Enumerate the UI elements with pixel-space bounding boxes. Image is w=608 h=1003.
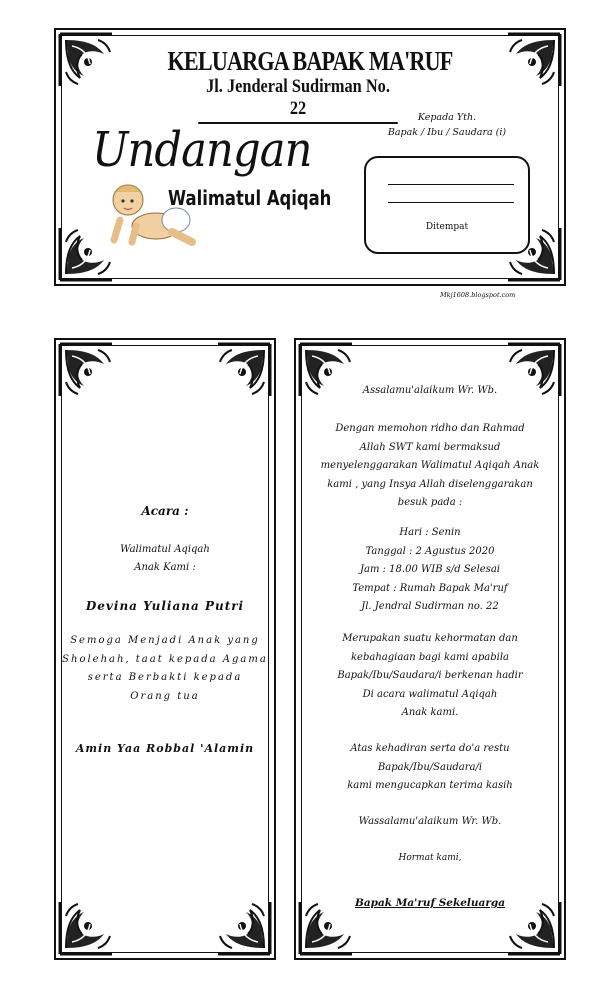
family-address: Jl. Jenderal Sudirman No. 22: [198, 76, 398, 124]
prayer-text: Semoga Menjadi Anak yang Sholehah, taat kepada Agama serta Berbakti kepada Orang tua: [62, 635, 268, 702]
thanks-text: Atas kehadiran serta do'a restu Bapak/Ibu/Saudara/i kami mengucapkan terima kasih: [347, 743, 513, 791]
family-name: KELUARGA BAPAK MA'RUF: [167, 46, 453, 76]
invitation-subtitle: Walimatul Aqiqah: [168, 186, 332, 210]
credit-text: Mkj1608.blogspot.com: [440, 291, 516, 299]
event-name: Walimatul Aqiqah: [120, 544, 210, 555]
corner-ornament-icon: [216, 342, 272, 398]
event-details: Hari : Senin Tanggal : 2 Agustus 2020 Jam : 18.00 WIB s/d Selesai Tempat : Rumah Bapak Ma'ruf Jl. Jendral Sudirman no. 22: [352, 527, 508, 612]
greeting: Assalamu'alaikum Wr. Wb.: [362, 385, 498, 396]
corner-ornament-icon: [58, 900, 114, 956]
child-name: Devina Yuliana Putri: [85, 599, 245, 613]
amen-text: Amin Yaa Robbal 'Alamin: [75, 742, 255, 755]
signature: Bapak Ma'ruf Sekeluarga: [354, 897, 506, 909]
child-label: Anak Kami :: [134, 562, 196, 573]
intro-text: Dengan memohon ridho dan Rahmad Allah SWT kami bermaksud menyelenggarakan Walimatul Aqiqah Anak kami , yang Insya Allah diselenggarakan besuk pada :: [320, 423, 540, 508]
regards-text: Hormat kami,: [398, 853, 462, 863]
invitation-title: Undangan: [92, 122, 312, 178]
event-card: [54, 338, 276, 960]
address-line: [388, 202, 514, 203]
corner-ornament-icon: [58, 342, 114, 398]
addressee-label: Ditempat: [425, 222, 469, 232]
honor-text: Merupakan suatu kehormatan dan kebahagiaan bagi kami apabila Bapak/Ibu/Saudara/i berkenan hadir Di acara walimatul Aqiqah Anak kami.: [337, 633, 523, 718]
recipient-header: Kepada Yth. Bapak / Ibu / Saudara (i): [387, 112, 507, 138]
closing-greeting: Wassalamu'alaikum Wr. Wb.: [358, 816, 502, 827]
address-line: [388, 184, 514, 185]
address-box: [364, 156, 530, 254]
message-card: [294, 338, 566, 960]
event-heading: Acara :: [141, 504, 189, 518]
envelope-card: [54, 28, 566, 286]
corner-ornament-icon: [216, 900, 272, 956]
